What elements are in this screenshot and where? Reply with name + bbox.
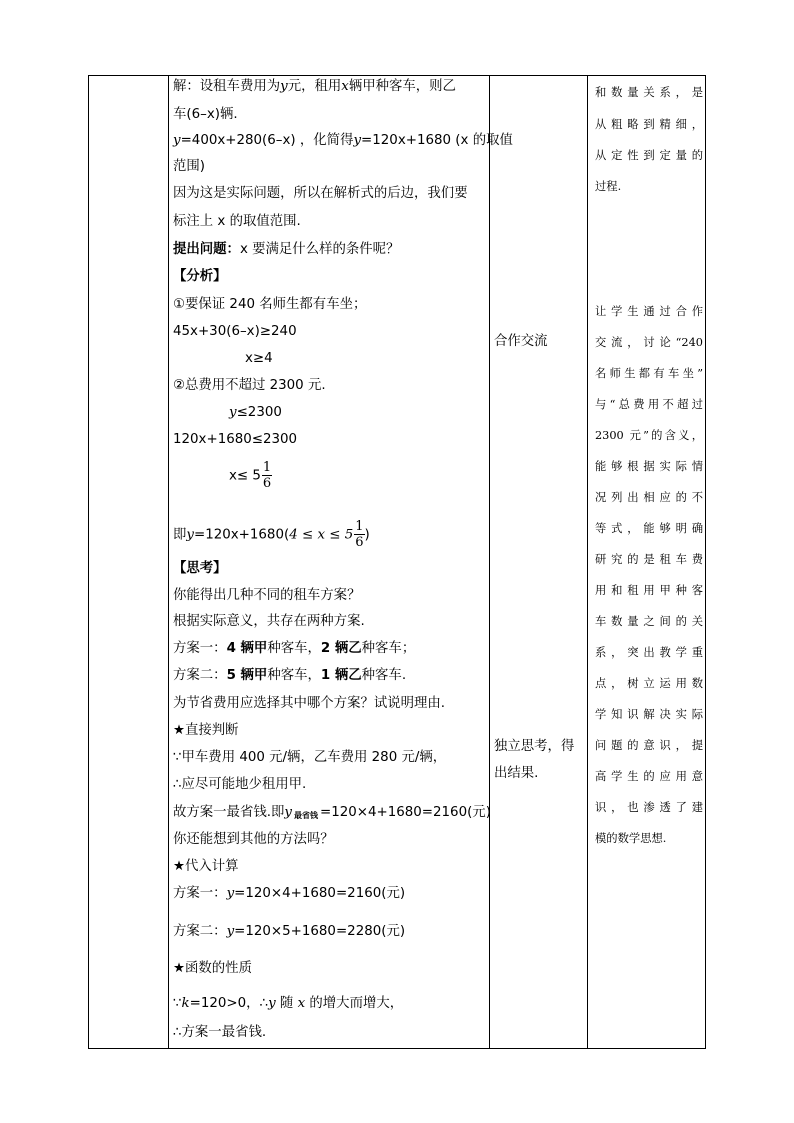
method-1-line-1: ∵甲车费用 400 元/辆，乙车费用 280 元/辆， bbox=[173, 750, 447, 765]
note-2-line-13: 点，树立运用数 bbox=[595, 677, 703, 690]
note-1-line-4: 过程. bbox=[595, 180, 622, 193]
note-1-line-1: 和数量关系，是 bbox=[595, 86, 703, 99]
lesson-table bbox=[88, 75, 706, 1049]
condition-2: ②总费用不超过 2300 元. bbox=[173, 378, 326, 393]
method-1-heading: ★直接判断 bbox=[173, 723, 239, 738]
note-1-line-3: 从定性到定量的 bbox=[595, 149, 703, 162]
condition-1-result: x≥4 bbox=[245, 351, 273, 366]
condition-2-inequality-1: y≤2300 bbox=[229, 405, 282, 420]
note-2-line-14: 学知识解决实际 bbox=[595, 708, 703, 721]
column-divider-1 bbox=[168, 76, 169, 1048]
analysis-heading: 【分析】 bbox=[173, 269, 227, 284]
condition-1-inequality: 45x+30(6–x)≥240 bbox=[173, 324, 297, 339]
content-line-4: 范围) bbox=[173, 159, 206, 174]
method-1-line-2: ∴应尽可能地少租用甲. bbox=[173, 777, 307, 792]
method-1-line-3: 故方案一最省钱.即y $_{最省钱}$ =120×4+1680=2160(元) bbox=[173, 805, 491, 820]
plan-2: 方案二：5 辆甲种客车，1 辆乙种客车. bbox=[173, 668, 407, 683]
activity-think-line-2: 出结果. bbox=[494, 766, 539, 781]
fraction-one-sixth-2: $\frac{1}{6}$ bbox=[355, 519, 364, 550]
method-3-line-2: ∴方案一最省钱. bbox=[173, 1025, 267, 1040]
note-2-line-3: 名师生都有车坐” bbox=[595, 367, 703, 380]
content-line-3: y=400x+280(6–x) ，化简得y=120x+1680 (x 的取值 bbox=[173, 133, 513, 148]
note-2-line-17: 识，也渗透了建 bbox=[595, 801, 703, 814]
condition-1: ①要保证 240 名师生都有车坐； bbox=[173, 297, 367, 312]
method-3-line-1: ∵k=120>0，∴y 随 x 的增大而增大， bbox=[173, 996, 404, 1011]
note-2-line-8: 等式，能够明确 bbox=[595, 522, 703, 535]
choice-question: 为节省费用应选择其中哪个方案？试说明理由. bbox=[173, 696, 446, 711]
plan-1: 方案一：4 辆甲种客车，2 辆乙种客车； bbox=[173, 641, 416, 656]
note-1-line-2: 从粗略到精细， bbox=[595, 118, 703, 131]
note-2-line-9: 研究的是租车费 bbox=[595, 553, 703, 566]
note-2-line-6: 能够根据实际情 bbox=[595, 460, 703, 473]
fraction-one-sixth: $\frac{1}{6}$ bbox=[262, 460, 272, 491]
activity-cooperate: 合作交流 bbox=[494, 334, 548, 349]
think-heading: 【思考】 bbox=[173, 561, 227, 576]
content-line-6: 标注上 x 的取值范围. bbox=[173, 214, 301, 229]
note-2-line-15: 问题的意识，提 bbox=[595, 739, 703, 752]
note-2-line-7: 况列出相应的不 bbox=[595, 491, 703, 504]
note-2-line-16: 高学生的应用意 bbox=[595, 770, 703, 783]
think-answer: 根据实际意义，共存在两种方案. bbox=[173, 614, 365, 629]
column-divider-3 bbox=[587, 76, 588, 1048]
note-2-line-18: 模的数学思想. bbox=[595, 832, 667, 845]
other-method-question: 你还能想到其他的方法吗？ bbox=[173, 832, 334, 847]
note-2-line-10: 用和租用甲种客 bbox=[595, 584, 703, 597]
condition-2-result: x≤ 5 $\frac{1}{6}$ bbox=[229, 460, 272, 491]
think-question: 你能得出几种不同的租车方案？ bbox=[173, 588, 361, 603]
note-2-line-4: 与“总费用不超过 bbox=[595, 398, 703, 411]
method-2-line-2: 方案二：y=120×5+1680=2280(元) bbox=[173, 924, 406, 939]
note-2-line-5: 2300 元”的含义， bbox=[595, 429, 703, 442]
method-2-heading: ★代入计算 bbox=[173, 859, 239, 874]
method-3-heading: ★函数的性质 bbox=[173, 961, 252, 976]
note-2-line-1: 让学生通过合作 bbox=[595, 305, 703, 318]
content-line-2: 车(6–x)辆. bbox=[173, 107, 238, 122]
content-line-1: 解：设租车费用为y元，租用x辆甲种客车，则乙 bbox=[173, 79, 456, 94]
column-divider-2 bbox=[489, 76, 490, 1048]
question-line: 提出问题：x 要满足什么样的条件呢？ bbox=[173, 242, 400, 257]
note-2-line-12: 系，突出教学重 bbox=[595, 646, 703, 659]
content-line-5: 因为这是实际问题，所以在解析式的后边，我们要 bbox=[173, 186, 468, 201]
condition-2-inequality-2: 120x+1680≤2300 bbox=[173, 432, 298, 447]
note-2-line-11: 车数量之间的关 bbox=[595, 615, 703, 628]
note-2-line-2: 交流，讨论“240 bbox=[595, 336, 703, 349]
activity-think-line-1: 独立思考，得 bbox=[494, 739, 575, 754]
function-expression: 即y=120x+1680(4 ≤ x ≤ 5 $\frac{1}{6}$ ) bbox=[173, 519, 370, 550]
method-2-line-1: 方案一：y=120×4+1680=2160(元) bbox=[173, 886, 406, 901]
